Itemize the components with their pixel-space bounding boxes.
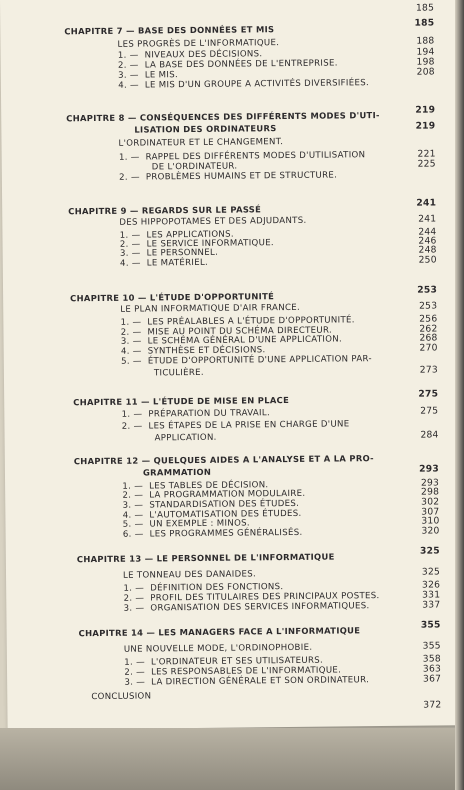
toc-item-number: 5. — [122, 519, 144, 530]
toc-item-number: 2. — [121, 421, 143, 432]
page-number: 367 [422, 673, 442, 685]
page-number: 268 [419, 332, 438, 344]
top-page-number: 185 [415, 2, 435, 14]
toc-item-number: 3. — [122, 500, 144, 511]
page-number: 275 [420, 405, 439, 417]
toc-item-text: LES APPLICATIONS. [146, 229, 234, 241]
page-number: 256 [419, 313, 438, 325]
chapter-title: LISATION DES ORDINATEURS [134, 123, 277, 135]
toc-item-text: L'AUTOMATISATION DES ÉTUDES. [149, 508, 302, 521]
section-heading: LE TONNEAU DES DANAIDES. [122, 569, 257, 581]
page-number: 198 [416, 56, 435, 68]
toc-item-number: 1. — [122, 481, 144, 492]
page-number: 188 [416, 35, 435, 47]
toc-item-text: LE MIS D'UN GROUPE A ACTIVITÉS DIVERSIFIÉES. [144, 78, 370, 91]
toc-item-number: 1. — [118, 152, 140, 163]
page-number: 244 [418, 226, 437, 238]
page-number: 358 [422, 653, 441, 665]
toc-item-number: 4. — [119, 258, 141, 269]
section-heading: LES PROGRÈS DE L'INFORMATIQUE. [117, 38, 280, 50]
page-number: 331 [422, 589, 441, 601]
page-number: 246 [418, 235, 437, 247]
page-number: 372 [423, 699, 442, 711]
toc-item-number: 3. — [118, 70, 139, 81]
chapter-title: CHAPITRE 14 — LES MANAGERS FACE A L'INFORMATIQUE [78, 625, 361, 639]
page-number: 241 [418, 213, 437, 225]
toc-item-text: PROBLÈMES HUMAINS ET DE STRUCTURE. [145, 170, 338, 183]
page-number: 355 [420, 619, 441, 631]
section-heading: UNE NOUVELLE MODE, L'ORDINOPHOBIE. [123, 642, 313, 655]
toc-item-text: PROFIL DES TITULAIRES DES PRINCIPAUX POSTES. [150, 591, 380, 604]
toc-item-text: LE SERVICE INFORMATIQUE. [146, 238, 275, 250]
toc-entry [6, 545, 461, 566]
toc-item-number: 1. — [119, 230, 141, 241]
page-number: 307 [421, 506, 440, 518]
chapter-title: GRAMMATION [142, 466, 212, 478]
page-number: 221 [417, 148, 436, 160]
toc-item-text: LE SCHÉMA GÉNÉRAL D'UNE APPLICATION. [147, 334, 343, 347]
toc-item-text: LA DIRECTION GÉNÉRALE ET SON ORDINATEUR. [151, 675, 370, 688]
toc-item-text: DÉFINITION DES FONCTIONS. [150, 582, 284, 594]
toc-item-text: PRÉPARATION DU TRAVAIL. [148, 408, 271, 420]
page-number: 326 [421, 579, 441, 591]
toc-item-text: LES RESPONSABLES DE L'INFORMATIQUE. [150, 665, 342, 678]
page-number: 275 [418, 388, 439, 400]
page-number: 325 [421, 566, 441, 578]
toc-item-number: 2. — [124, 667, 146, 678]
page-number: 284 [420, 429, 439, 441]
toc-item-text: LES PRÉALABLES A L'ÉTUDE D'OPPORTUNITÉ. [147, 315, 355, 328]
toc-item-text: RAPPEL DES DIFFÉRENTS MODES D'UTILISATION [145, 150, 366, 163]
page-number: 337 [422, 599, 441, 611]
toc-item-text: TICULIÈRE. [153, 367, 204, 379]
toc-item-number: 2. — [123, 593, 145, 604]
section-heading: LE PLAN INFORMATIQUE D'AIR FRANCE. [120, 302, 301, 315]
toc-item-number: 6. — [122, 529, 144, 540]
page-number: 241 [416, 197, 437, 209]
toc-item-text: LA BASE DES DONNÉES DE L'ENTREPRISE. [144, 58, 338, 71]
toc-item-text: STANDARDISATION DES ÉTUDES. [149, 498, 300, 511]
toc-item-text: LES TABLES DE DÉCISION. [149, 480, 269, 492]
toc-item-number: 2. — [119, 239, 141, 250]
page-number: 363 [422, 663, 442, 675]
section-heading: DES HIPPOPOTAMES ET DES ADJUDANTS. [119, 215, 307, 228]
page-number: 253 [419, 300, 438, 312]
toc-item-number: 3. — [123, 603, 145, 614]
toc-item-text: UN EXEMPLE : MINOS. [149, 518, 250, 530]
toc-item-text: LA PROGRAMMATION MODULAIRE. [149, 488, 306, 501]
toc-item-text: LES PROGRAMMES GÉNÉRALISÉS. [149, 527, 303, 540]
chapter-title: CHAPITRE 13 — LE PERSONNEL DE L'INFORMATIQUE [76, 551, 335, 565]
toc-item-text: SYNTHÈSE ET DÉCISIONS. [147, 345, 266, 357]
page-number: 248 [418, 244, 437, 256]
page-number: 310 [421, 515, 440, 527]
toc-item-number: 3. — [119, 248, 141, 259]
page-number: 320 [421, 525, 440, 537]
toc-item-number: 2. — [120, 327, 142, 338]
toc-item-text: ÉTUDE D'OPPORTUNITÉ D'UNE APPLICATION PAR- [147, 354, 372, 367]
toc-item-text: LE MATÉRIEL. [146, 257, 209, 269]
toc-item-text: LE MIS. [144, 70, 179, 81]
toc-item-number: 2. — [122, 490, 144, 501]
toc-item-text: NIVEAUX DES DÉCISIONS. [144, 49, 263, 61]
toc-entry [7, 619, 462, 640]
page-number: 355 [422, 640, 441, 652]
section-heading: L'ORDINATEUR ET LE CHANGEMENT. [118, 137, 284, 149]
toc-item-number: 4. — [118, 80, 139, 91]
page-number: 293 [419, 463, 439, 475]
page-number: 325 [419, 545, 440, 557]
toc-item-text: LE PERSONNEL. [146, 247, 219, 259]
page-shadow [0, 728, 464, 790]
chapter-title: CHAPITRE 11 — L'ÉTUDE DE MISE EN PLACE [73, 394, 290, 408]
page-number: 225 [417, 158, 436, 170]
page-number: 302 [421, 496, 440, 508]
toc-item-text: L'ORDINATEUR ET SES UTILISATEURS. [150, 655, 324, 668]
book-edge [455, 0, 464, 790]
page-number: 219 [415, 104, 436, 116]
page-number: 273 [419, 364, 438, 376]
chapter-title: CHAPITRE 12 — QUELQUES AIDES A L'ANALYSE ET A LA PRO- [73, 453, 374, 467]
page-number: 208 [416, 66, 435, 78]
toc-item-text: APPLICATION. [154, 432, 217, 444]
toc-item-number: 1. — [117, 50, 139, 61]
toc-item-number: 1. — [121, 409, 143, 420]
chapter-title: CHAPITRE 7 — BASE DES DONNÉES ET MIS [64, 24, 275, 37]
toc-item-text: DE L'ORDINATEUR. [151, 161, 238, 173]
chapter-title: CHAPITRE 8 — CONSÉQUENCES DES DIFFÉRENTS MODES D'UTI- [66, 110, 380, 124]
page-number: 262 [419, 323, 438, 335]
toc-item-number: 3. — [120, 336, 142, 347]
toc-item-number: 1. — [120, 317, 142, 328]
toc-item-text: MISE AU POINT DU SCHÉMA DIRECTEUR. [147, 325, 333, 338]
page-number: 219 [415, 120, 436, 132]
toc-item-number: 1. — [123, 583, 145, 594]
toc-item-text: ORGANISATION DES SERVICES INFORMATIQUES. [150, 601, 370, 614]
toc-item-number: 1. — [124, 657, 145, 668]
toc-item-number: 4. — [120, 346, 142, 357]
toc-item-text: LES ÉTAPES DE LA PRISE EN CHARGE D'UNE [148, 419, 350, 432]
conclusion-label: CONCLUSION [91, 691, 152, 703]
chapter-title: CHAPITRE 9 — REGARDS SUR LE PASSÉ [68, 204, 262, 217]
toc-item-number: 2. — [117, 60, 139, 71]
toc-item-number: 4. — [122, 510, 144, 521]
page-number: 194 [416, 46, 435, 58]
page-number: 250 [418, 254, 437, 266]
page-number: 253 [417, 284, 438, 296]
toc-item-number: 2. — [119, 172, 140, 183]
page-number: 270 [419, 342, 438, 354]
toc-item-number: 3. — [124, 677, 146, 688]
page-number: 298 [420, 486, 440, 498]
page-number: 293 [420, 477, 440, 489]
page-number: 185 [414, 17, 435, 29]
chapter-title: CHAPITRE 10 — L'ÉTUDE D'OPPORTUNITÉ [70, 291, 275, 304]
toc-item-number: 5. — [121, 356, 142, 367]
